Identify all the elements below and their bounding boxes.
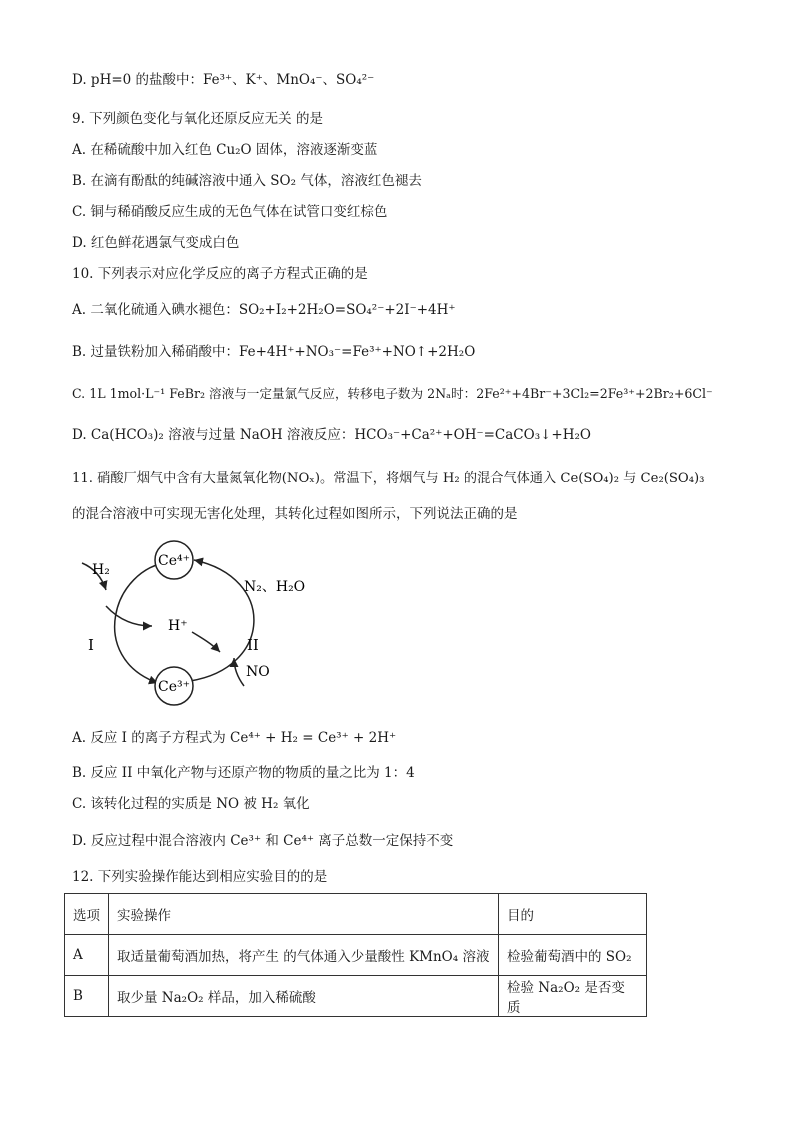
row-a-purpose: 检验葡萄酒中的 SO₂ [499, 935, 647, 976]
row-b-operation: 取少量 Na₂O₂ 样品，加入稀硫酸 [109, 976, 499, 1017]
question-9-option-d: D. 红色鲜花遇氯气变成白色 [72, 235, 240, 251]
question-10-stem: 10. 下列表示对应化学反应的离子方程式正确的是 [72, 266, 368, 282]
table-row [65, 935, 647, 976]
question-11-option-c: C. 该转化过程的实质是 NO 被 H₂ 氧化 [72, 796, 310, 812]
question-10-option-c: C. 1L 1mol·L⁻¹ FeBr₂ 溶液与一定量氯气反应，转移电子数为 2Nₐ时：2Fe²⁺+4Br⁻+3Cl₂=2Fe³⁺+2Br₂+6Cl⁻ [72, 386, 713, 401]
question-11-stem-line-1: 11. 硝酸厂烟气中含有大量氮氧化物(NOₓ)。常温下，将烟气与 H₂ 的混合气体通入 Ce(SO₄)₂ 与 Ce₂(SO₄)₃ [72, 471, 705, 486]
header-operation: 实验操作 [109, 894, 499, 935]
question-9-option-b: B. 在滴有酚酞的纯碱溶液中通入 SO₂ 气体，溶液红色褪去 [72, 173, 422, 189]
question-11-option-b: B. 反应 II 中氧化产物与还原产物的物质的量之比为 1：4 [72, 765, 415, 781]
no-label: NO [246, 664, 270, 680]
table-row [65, 976, 647, 1017]
question-12-stem: 12. 下列实验操作能达到相应实验目的的是 [72, 869, 328, 885]
reaction-i-label: I [88, 636, 94, 654]
question-10-option-a: A. 二氧化硫通入碘水褪色：SO₂+I₂+2H₂O=SO₄²⁻+2I⁻+4H⁺ [72, 302, 456, 318]
no-inflow-arrow [234, 658, 244, 686]
question-9-stem: 9. 下列颜色变化与氧化还原反应无关 的是 [72, 111, 323, 127]
experiment-table [64, 893, 647, 1017]
question-9-option-a: A. 在稀硫酸中加入红色 Cu₂O 固体，溶液逐渐变蓝 [72, 142, 378, 158]
question-11-option-d: D. 反应过程中混合溶液内 Ce³⁺ 和 Ce⁴⁺ 离子总数一定保持不变 [72, 833, 454, 849]
header-purpose: 目的 [499, 894, 647, 935]
question-9-option-c: C. 铜与稀硝酸反应生成的无色气体在试管口变红棕色 [72, 204, 388, 220]
question-11-stem-line-2: 的混合溶液中可实现无害化处理，其转化过程如图所示，下列说法正确的是 [72, 506, 518, 522]
row-a-option: A [65, 935, 109, 976]
cerium-cycle-diagram [72, 538, 332, 708]
question-10-option-b: B. 过量铁粉加入稀硝酸中：Fe+4H⁺+NO₃⁻=Fe³⁺+NO↑+2H₂O [72, 344, 476, 360]
header-option: 选项 [65, 894, 109, 935]
row-b-option: B [65, 976, 109, 1017]
question-11-option-a: A. 反应 I 的离子方程式为 Ce⁴⁺ + H₂ = Ce³⁺ + 2H⁺ [72, 730, 397, 746]
row-b-purpose: 检验 Na₂O₂ 是否变质 [499, 976, 647, 1017]
question-10-option-d: D. Ca(HCO₃)₂ 溶液与过量 NaOH 溶液反应：HCO₃⁻+Ca²⁺+OH⁻=CaCO₃↓+H₂O [72, 427, 591, 443]
cycle-left-arc [115, 562, 170, 683]
table-header-row [65, 894, 647, 935]
row-a-operation: 取适量葡萄酒加热，将产生 的气体通入少量酸性 KMnO₄ 溶液 [109, 935, 499, 976]
ce4-label: Ce⁴⁺ [158, 553, 190, 569]
hplus-inflow-arrow [192, 632, 220, 652]
reaction-ii-label: II [247, 636, 259, 654]
ce3-label: Ce³⁺ [158, 679, 190, 695]
question-8d: D. pH=0 的盐酸中：Fe³⁺、K⁺、MnO₄⁻、SO₄²⁻ [72, 72, 375, 88]
h2-label: H₂ [92, 562, 110, 578]
hplus-label: H⁺ [168, 618, 188, 634]
n2-h2o-label: N₂、H₂O [244, 579, 306, 595]
hplus-outflow-arrow [106, 606, 152, 626]
